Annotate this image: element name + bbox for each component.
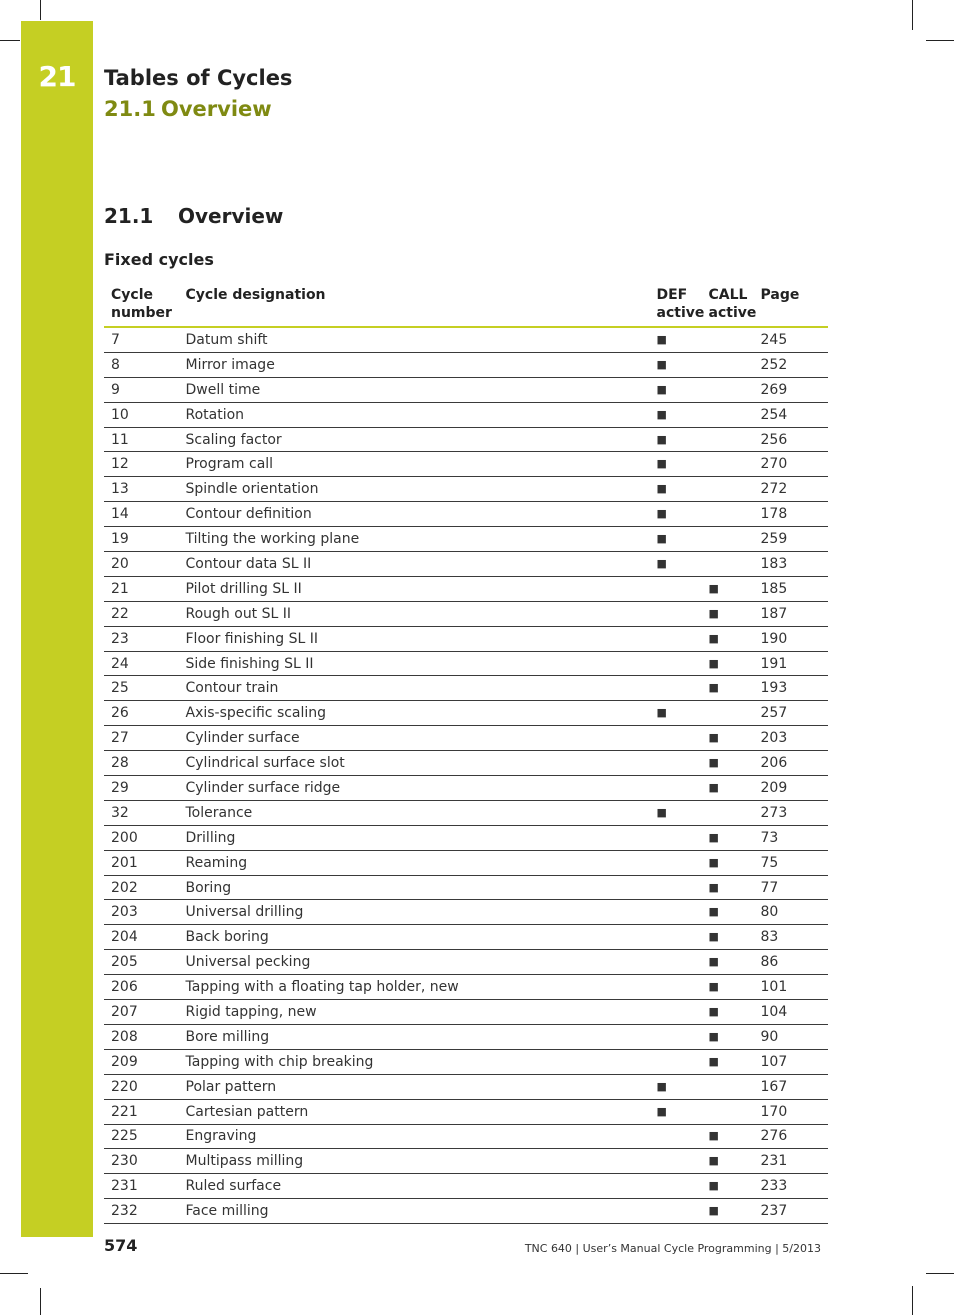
cycle-designation-cell: Contour train [178,676,649,701]
cycle-designation-cell: Side finishing SL II [178,651,649,676]
page-ref-cell: 104 [753,1000,828,1025]
crop-mark [40,0,41,20]
cycle-designation-cell: Floor finishing SL II [178,626,649,651]
cycle-number-cell: 10 [104,402,178,427]
table-row [104,402,828,427]
table-row [104,800,828,825]
cycle-number-cell: 206 [104,975,178,1000]
call-active-marker: ■ [701,726,753,751]
call-active-marker: ■ [701,1174,753,1199]
cycle-number-cell: 14 [104,502,178,527]
cycle-number-cell: 7 [104,327,178,352]
def-active-marker [649,950,701,975]
table-row [104,477,828,502]
cycle-designation-cell: Tapping with chip breaking [178,1049,649,1074]
chapter-tab-bar [21,21,93,1237]
def-active-marker [649,726,701,751]
call-active-marker: ■ [701,751,753,776]
page-ref-cell: 80 [753,900,828,925]
cycle-number-cell: 9 [104,377,178,402]
header-cycle-number: Cycle number [104,284,178,327]
cycle-number-cell: 231 [104,1174,178,1199]
section-heading [104,204,283,228]
cycle-number-cell: 8 [104,352,178,377]
cycle-number-cell: 22 [104,601,178,626]
def-active-marker: ■ [649,1074,701,1099]
table-header-row [104,284,828,327]
def-active-marker [649,875,701,900]
table-row [104,701,828,726]
crop-mark [0,1273,28,1274]
cycle-number-cell: 20 [104,552,178,577]
header-call-active: CALL active [701,284,753,327]
call-active-marker: ■ [701,676,753,701]
section-number: 21.1 [104,204,154,228]
def-active-marker: ■ [649,477,701,502]
def-active-marker: ■ [649,427,701,452]
table-row [104,751,828,776]
cycle-number-cell: 203 [104,900,178,925]
table-row [104,676,828,701]
table-row [104,975,828,1000]
table-row [104,626,828,651]
cycle-designation-cell: Cylinder surface [178,726,649,751]
cycle-designation-cell: Contour data SL II [178,552,649,577]
cycle-number-cell: 26 [104,701,178,726]
def-active-marker [649,1174,701,1199]
table-row [104,925,828,950]
table-row [104,502,828,527]
page-ref-cell: 256 [753,427,828,452]
def-active-marker [649,626,701,651]
cycle-number-cell: 23 [104,626,178,651]
cycle-number-cell: 207 [104,1000,178,1025]
def-active-marker: ■ [649,452,701,477]
page-ref-cell: 178 [753,502,828,527]
table-row [104,377,828,402]
page-ref-cell: 107 [753,1049,828,1074]
call-active-marker: ■ [701,626,753,651]
cycle-number-cell: 208 [104,1024,178,1049]
running-header-section-number: 21.1 [104,97,156,121]
table-row [104,651,828,676]
table-row [104,427,828,452]
page-ref-cell: 272 [753,477,828,502]
cycles-table [104,284,828,1224]
def-active-marker [649,850,701,875]
crop-mark [0,40,20,41]
def-active-marker [649,576,701,601]
cycle-designation-cell: Universal drilling [178,900,649,925]
cycle-number-cell: 230 [104,1149,178,1174]
def-active-marker [649,1024,701,1049]
cycle-designation-cell: Tilting the working plane [178,527,649,552]
call-active-marker [701,327,753,352]
cycle-number-cell: 205 [104,950,178,975]
table-row [104,352,828,377]
cycle-designation-cell: Datum shift [178,327,649,352]
def-active-marker [649,925,701,950]
header-page: Page [753,284,828,327]
cycle-number-cell: 204 [104,925,178,950]
def-active-marker: ■ [649,377,701,402]
page-ref-cell: 83 [753,925,828,950]
page-ref-cell: 77 [753,875,828,900]
def-active-marker [649,1000,701,1025]
page-ref-cell: 90 [753,1024,828,1049]
page-ref-cell: 270 [753,452,828,477]
def-active-marker [649,975,701,1000]
cycle-number-cell: 200 [104,825,178,850]
page-ref-cell: 257 [753,701,828,726]
page-ref-cell: 233 [753,1174,828,1199]
table-row [104,1074,828,1099]
cycle-designation-cell: Program call [178,452,649,477]
crop-mark [926,1273,954,1274]
cycle-designation-cell: Rough out SL II [178,601,649,626]
cycle-number-cell: 28 [104,751,178,776]
chapter-number: 21 [38,60,76,93]
page-ref-cell: 245 [753,327,828,352]
cycle-designation-cell: Rigid tapping, new [178,1000,649,1025]
cycle-number-cell: 19 [104,527,178,552]
cycle-designation-cell: Mirror image [178,352,649,377]
crop-mark [40,1288,41,1315]
cycle-number-cell: 32 [104,800,178,825]
call-active-marker: ■ [701,825,753,850]
cycle-designation-cell: Drilling [178,825,649,850]
cycle-number-cell: 27 [104,726,178,751]
page-ref-cell: 209 [753,776,828,801]
page-ref-cell: 170 [753,1099,828,1124]
table-row [104,1024,828,1049]
page-ref-cell: 276 [753,1124,828,1149]
cycle-number-cell: 221 [104,1099,178,1124]
call-active-marker: ■ [701,776,753,801]
def-active-marker [649,1149,701,1174]
def-active-marker [649,676,701,701]
table-row [104,601,828,626]
cycle-designation-cell: Universal pecking [178,950,649,975]
call-active-marker: ■ [701,1149,753,1174]
call-active-marker: ■ [701,925,753,950]
page-ref-cell: 254 [753,402,828,427]
cycle-designation-cell: Cylinder surface ridge [178,776,649,801]
page-ref-cell: 183 [753,552,828,577]
subheading-fixed-cycles: Fixed cycles [104,250,214,269]
call-active-marker [701,1074,753,1099]
page-ref-cell: 187 [753,601,828,626]
def-active-marker [649,900,701,925]
call-active-marker [701,452,753,477]
def-active-marker [649,825,701,850]
table-row [104,1199,828,1224]
cycle-designation-cell: Polar pattern [178,1074,649,1099]
page-ref-cell: 252 [753,352,828,377]
call-active-marker [701,352,753,377]
running-header-section [104,97,272,121]
cycle-number-cell: 232 [104,1199,178,1224]
cycle-designation-cell: Dwell time [178,377,649,402]
cycle-number-cell: 24 [104,651,178,676]
cycle-designation-cell: Ruled surface [178,1174,649,1199]
def-active-marker: ■ [649,701,701,726]
table-row [104,825,828,850]
call-active-marker: ■ [701,975,753,1000]
cycle-designation-cell: Face milling [178,1199,649,1224]
page-ref-cell: 190 [753,626,828,651]
cycle-number-cell: 11 [104,427,178,452]
page-ref-cell: 237 [753,1199,828,1224]
table-row [104,1124,828,1149]
table-row [104,452,828,477]
table-row [104,552,828,577]
crop-mark [912,1286,913,1315]
table-row [104,776,828,801]
cycle-number-cell: 209 [104,1049,178,1074]
page-ref-cell: 86 [753,950,828,975]
page-ref-cell: 167 [753,1074,828,1099]
call-active-marker [701,1099,753,1124]
call-active-marker [701,552,753,577]
call-active-marker [701,427,753,452]
cycle-number-cell: 220 [104,1074,178,1099]
table-row [104,900,828,925]
cycle-number-cell: 225 [104,1124,178,1149]
def-active-marker: ■ [649,352,701,377]
cycle-designation-cell: Tapping with a floating tap holder, new [178,975,649,1000]
table-row [104,1000,828,1025]
header-cycle-designation: Cycle designation [178,284,649,327]
cycle-number-cell: 25 [104,676,178,701]
page-ref-cell: 273 [753,800,828,825]
page-ref-cell: 101 [753,975,828,1000]
page-number: 574 [104,1236,138,1255]
cycle-number-cell: 202 [104,875,178,900]
cycle-designation-cell: Rotation [178,402,649,427]
table-row [104,850,828,875]
call-active-marker: ■ [701,576,753,601]
cycle-number-cell: 13 [104,477,178,502]
table-row [104,327,828,352]
cycle-designation-cell: Back boring [178,925,649,950]
page-ref-cell: 75 [753,850,828,875]
cycle-number-cell: 21 [104,576,178,601]
running-header-title: Tables of Cycles [104,66,293,90]
call-active-marker [701,527,753,552]
table-row [104,950,828,975]
call-active-marker: ■ [701,601,753,626]
table-row [104,726,828,751]
page-ref-cell: 73 [753,825,828,850]
page-ref-cell: 231 [753,1149,828,1174]
crop-mark [926,40,954,41]
cycle-designation-cell: Scaling factor [178,427,649,452]
def-active-marker: ■ [649,527,701,552]
cycle-designation-cell: Axis-specific scaling [178,701,649,726]
page-ref-cell: 206 [753,751,828,776]
def-active-marker: ■ [649,327,701,352]
def-active-marker: ■ [649,552,701,577]
call-active-marker [701,377,753,402]
def-active-marker: ■ [649,1099,701,1124]
def-active-marker: ■ [649,402,701,427]
def-active-marker [649,1199,701,1224]
call-active-marker: ■ [701,1000,753,1025]
cycle-designation-cell: Cylindrical surface slot [178,751,649,776]
def-active-marker [649,1124,701,1149]
cycle-designation-cell: Reaming [178,850,649,875]
crop-mark [912,0,913,30]
cycle-designation-cell: Multipass milling [178,1149,649,1174]
call-active-marker [701,402,753,427]
call-active-marker [701,477,753,502]
page-ref-cell: 269 [753,377,828,402]
call-active-marker: ■ [701,1199,753,1224]
def-active-marker: ■ [649,502,701,527]
call-active-marker: ■ [701,1024,753,1049]
table-body [104,327,828,1224]
running-header-section-title: Overview [161,97,272,121]
table-row [104,1049,828,1074]
section-title: Overview [178,204,284,228]
cycle-number-cell: 12 [104,452,178,477]
cycle-number-cell: 29 [104,776,178,801]
def-active-marker [649,601,701,626]
table-row [104,1099,828,1124]
def-active-marker [649,751,701,776]
cycle-designation-cell: Bore milling [178,1024,649,1049]
call-active-marker [701,502,753,527]
table-row [104,1149,828,1174]
cycle-designation-cell: Contour definition [178,502,649,527]
cycle-number-cell: 201 [104,850,178,875]
page-ref-cell: 185 [753,576,828,601]
header-def-active: DEF active [649,284,701,327]
call-active-marker: ■ [701,900,753,925]
def-active-marker [649,651,701,676]
footer-text: TNC 640 | User’s Manual Cycle Programming | 5/2013 [524,1242,821,1255]
call-active-marker: ■ [701,1124,753,1149]
table-row [104,527,828,552]
table-row [104,1174,828,1199]
call-active-marker: ■ [701,875,753,900]
call-active-marker: ■ [701,850,753,875]
cycle-designation-cell: Tolerance [178,800,649,825]
page-ref-cell: 193 [753,676,828,701]
cycle-designation-cell: Engraving [178,1124,649,1149]
call-active-marker: ■ [701,950,753,975]
table-row [104,875,828,900]
call-active-marker: ■ [701,651,753,676]
page-ref-cell: 259 [753,527,828,552]
cycle-designation-cell: Boring [178,875,649,900]
table-row [104,576,828,601]
page-ref-cell: 203 [753,726,828,751]
cycle-designation-cell: Spindle orientation [178,477,649,502]
call-active-marker [701,701,753,726]
cycle-designation-cell: Pilot drilling SL II [178,576,649,601]
def-active-marker: ■ [649,800,701,825]
def-active-marker [649,776,701,801]
call-active-marker [701,800,753,825]
def-active-marker [649,1049,701,1074]
page-ref-cell: 191 [753,651,828,676]
cycle-designation-cell: Cartesian pattern [178,1099,649,1124]
call-active-marker: ■ [701,1049,753,1074]
